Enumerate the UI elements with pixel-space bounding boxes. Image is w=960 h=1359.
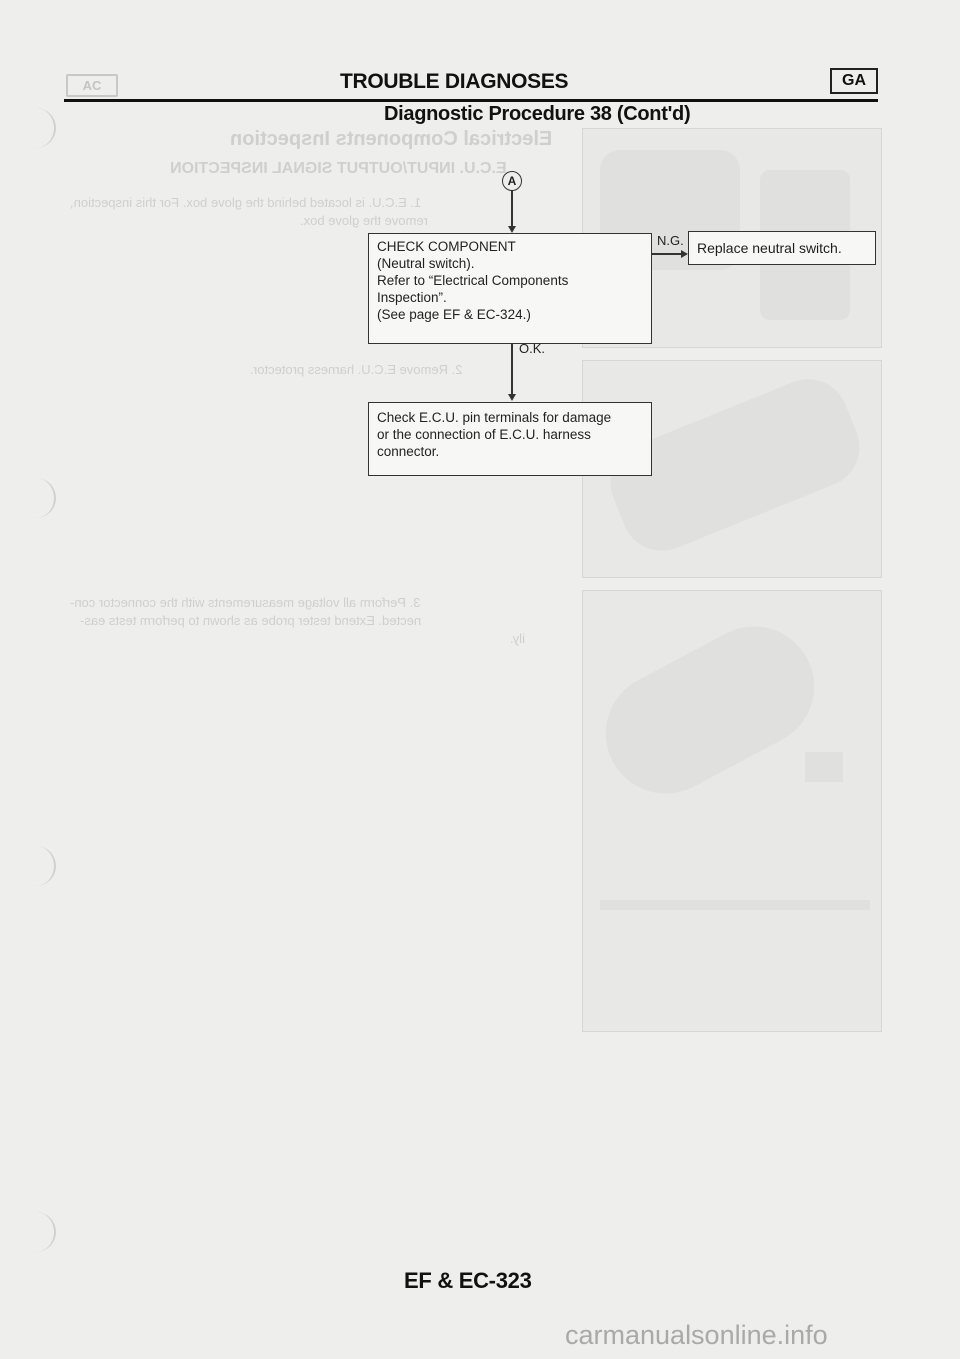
check-component-line: (Neutral switch).	[377, 256, 475, 271]
ng-label: N.G.	[657, 233, 684, 248]
flow-line	[511, 190, 513, 227]
arrow-down-icon	[508, 226, 516, 233]
check-component-line: (See page EF & EC-324.)	[377, 307, 531, 322]
ecu-check-line: or the connection of E.C.U. harness	[377, 427, 591, 442]
page-number: EF & EC-323	[404, 1268, 532, 1293]
binder-hole	[28, 1212, 56, 1252]
check-component-line: CHECK COMPONENT	[377, 239, 516, 254]
check-component-line: Refer to “Electrical Components	[377, 273, 569, 288]
flow-line	[652, 253, 682, 255]
arrow-right-icon	[681, 250, 688, 258]
flow-line	[511, 344, 513, 395]
ok-label: O.K.	[519, 341, 546, 356]
header-rule	[64, 99, 878, 102]
binder-hole	[28, 846, 56, 886]
page-title: TROUBLE DIAGNOSES	[340, 70, 569, 93]
arrow-down-icon	[508, 394, 516, 401]
ecu-check-line: Check E.C.U. pin terminals for damage	[377, 410, 612, 425]
ecu-check-line: connector.	[377, 444, 440, 459]
ecu-check-box	[368, 402, 652, 476]
connector-a-symbol: A	[502, 171, 522, 191]
binder-hole	[28, 108, 56, 148]
watermark: carmanualsonline.info	[565, 1320, 828, 1350]
binder-hole	[28, 478, 56, 518]
section-tag-faded: AC	[66, 74, 118, 97]
check-component-line: Inspection”.	[377, 290, 447, 305]
check-component-box	[368, 233, 652, 344]
replace-neutral-switch-box: Replace neutral switch.	[688, 231, 876, 265]
page-subtitle: Diagnostic Procedure 38 (Cont'd)	[384, 103, 691, 125]
section-tag: GA	[830, 68, 878, 94]
manual-page: Electrical Components Inspection E.C.U. INPUT/OUTPUT SIGNAL INSPECTION 1. E.C.U. is located behind the glove box. For this inspection, remove the glove box. 2. Remove E.C.U. harness protector. 3. Perform all voltage measurements with the connector con- nected. Extend tester probe as shown to perform tests eas- ily. AC TROUBLE DIAGNOSES GA Diagnostic Procedure 38 (Cont'd) A CHECK COMPONENT (Neutral switch). Refer to “Electrical Components Inspection”. (See page EF & EC-324.) N.G. Replace neutral switch. O.K. Check E.C.U. pin terminals for damage or the connection of E.C.U. harness connector. EF & EC-323 carmanualsonline.info	[0, 0, 960, 1359]
